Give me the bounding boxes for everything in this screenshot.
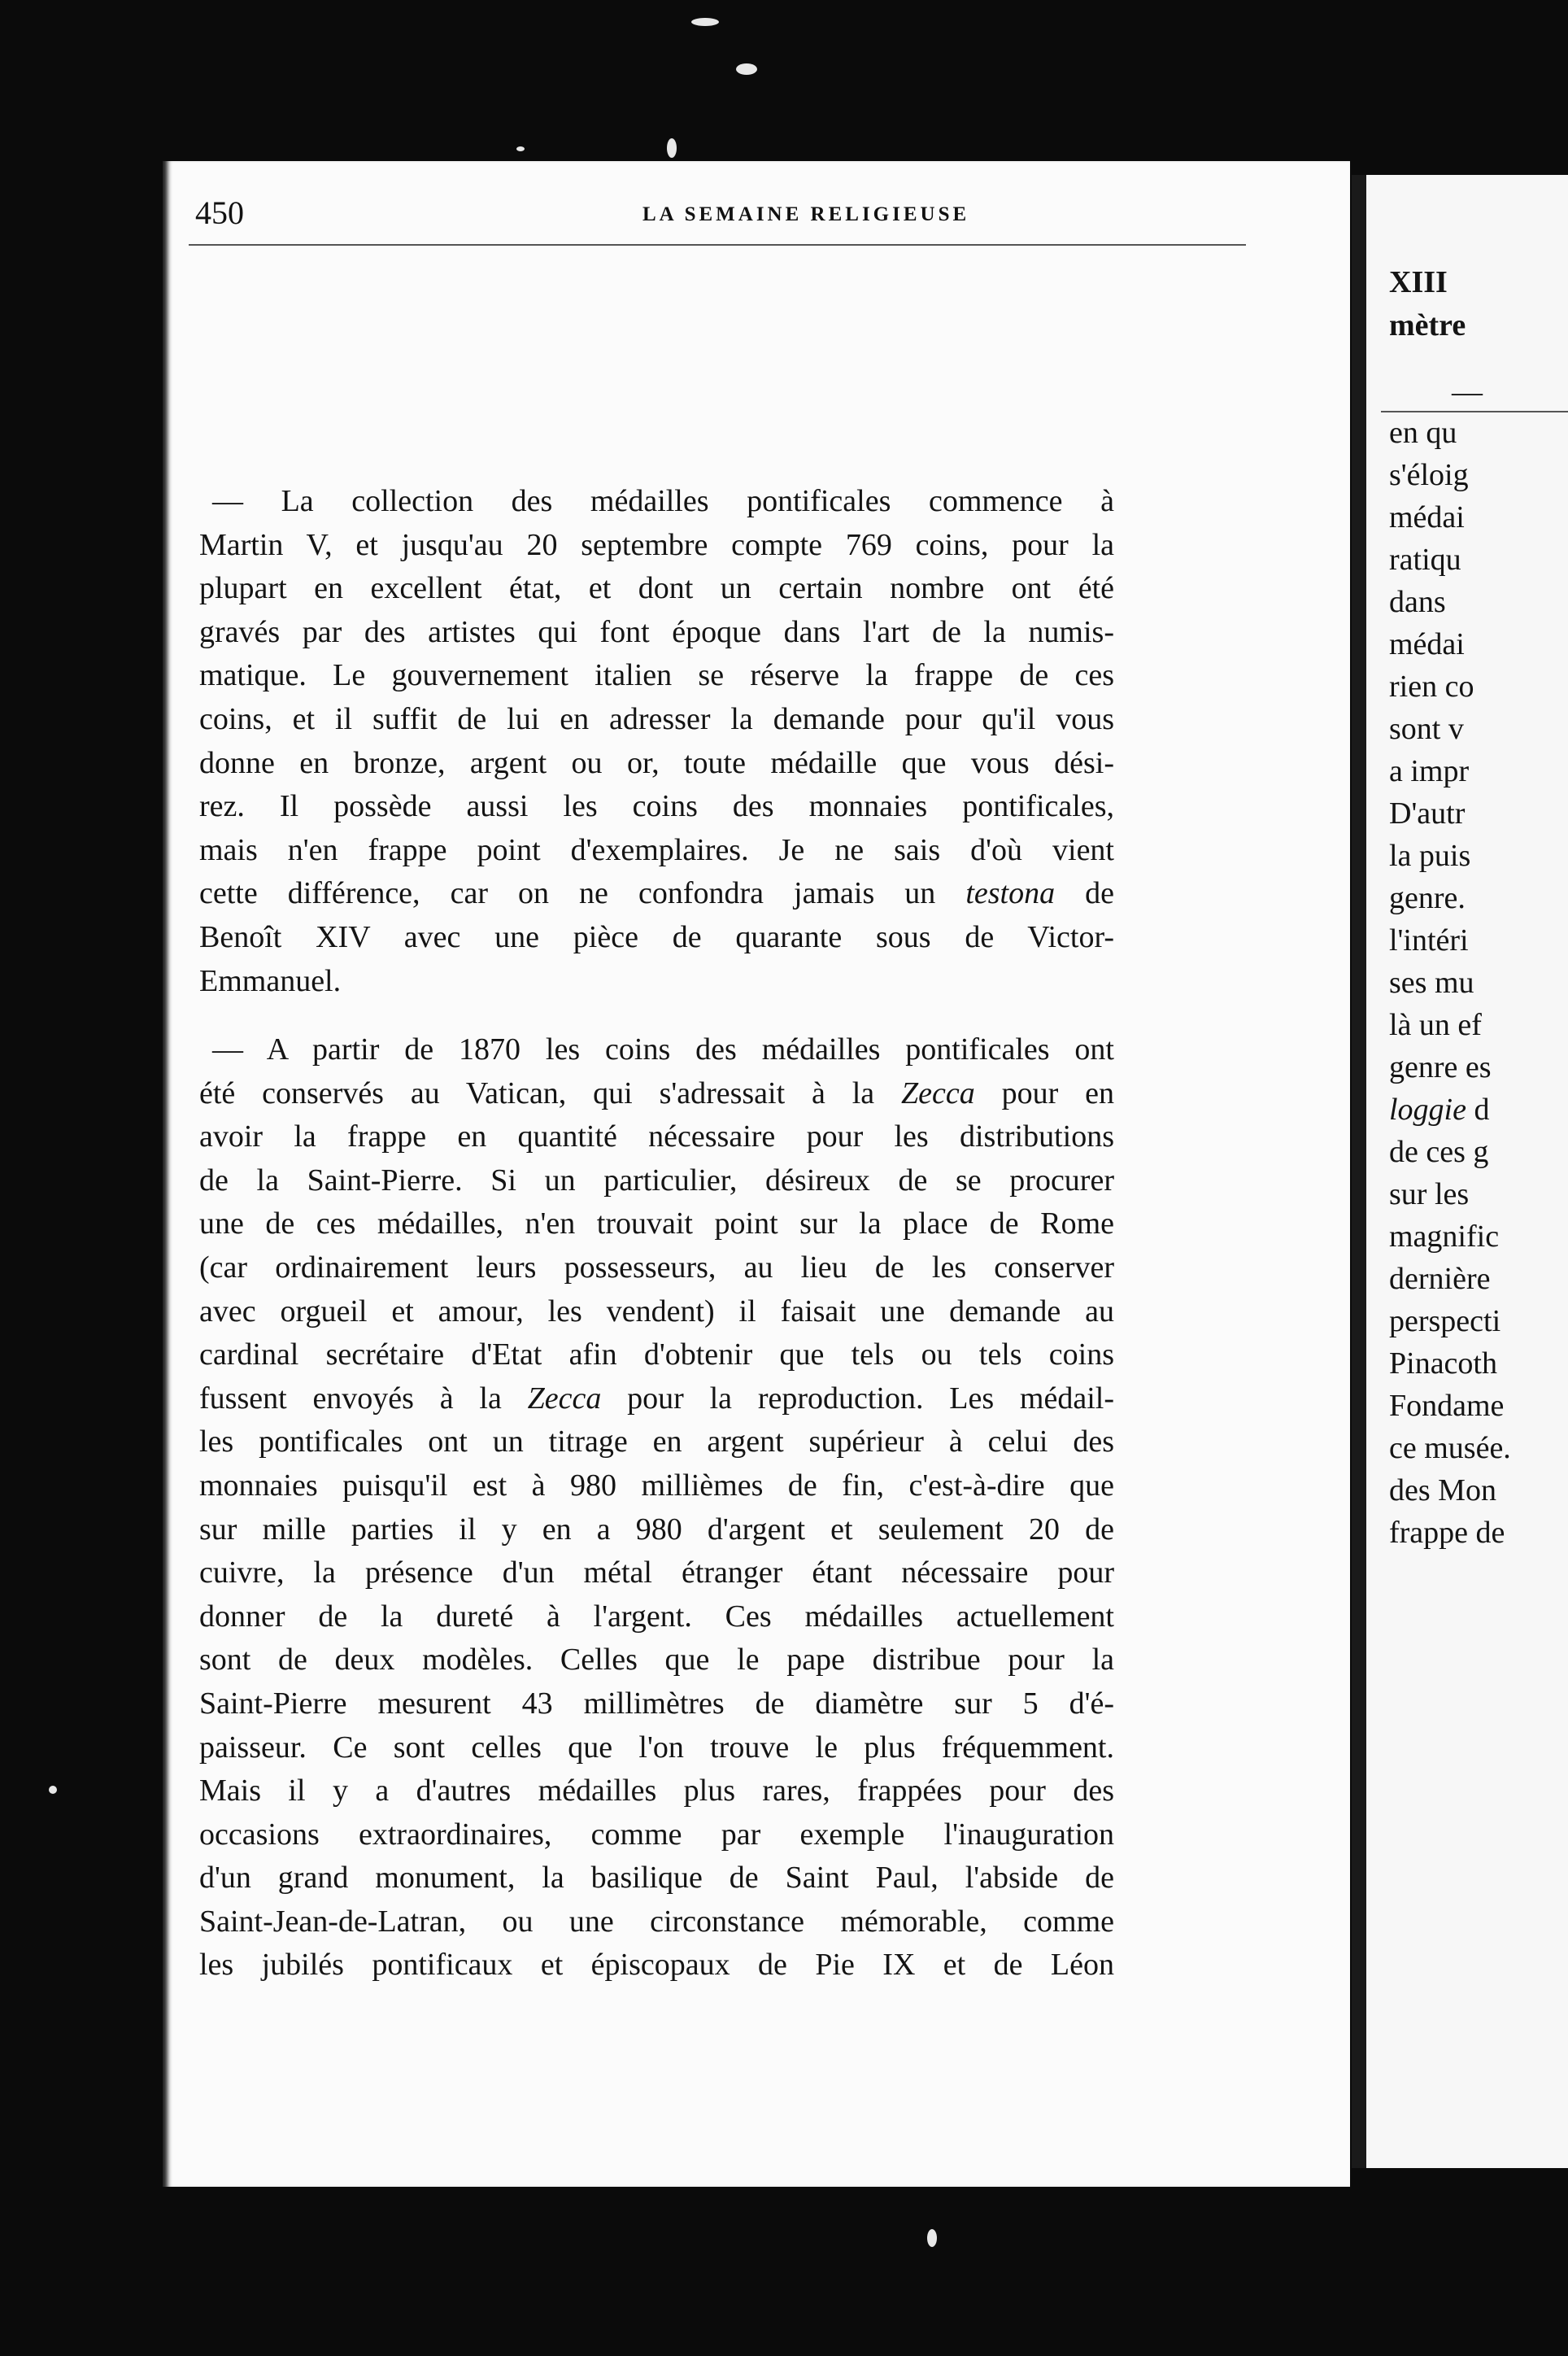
text-line: — La collection des médailles pontificales commence à <box>212 484 1114 518</box>
right-page-line: D'autr <box>1389 796 1466 831</box>
right-page-line: frappe de <box>1389 1516 1505 1550</box>
text-line: donne en bronze, argent ou or, toute médaille que vous dési- <box>199 745 1114 780</box>
right-page-line: ratiqu <box>1389 543 1461 577</box>
text-line: les pontificales ont un titrage en argent supérieur à celui des <box>199 1425 1114 1459</box>
text-line: (car ordinairement leurs possesseurs, au lieu de les conserver <box>199 1250 1114 1285</box>
text-line: une de ces médailles, n'en trouvait point sur la place de Rome <box>199 1206 1114 1241</box>
text-line: paisseur. Ce sont celles que l'on trouve le plus fréquemment. <box>199 1730 1114 1765</box>
right-page-line: des Mon <box>1389 1473 1496 1507</box>
dust-speck <box>49 1786 57 1794</box>
text-line: d'un grand monument, la basilique de Saint Paul, l'abside de <box>199 1861 1114 1896</box>
right-page-line: s'éloig <box>1389 458 1469 492</box>
text-line: Saint-Pierre mesurent 43 millimètres de diamètre sur 5 d'é- <box>199 1686 1114 1721</box>
right-page-line: dans <box>1389 585 1446 619</box>
dust-speck <box>927 2229 937 2247</box>
right-page-line: Fondame <box>1389 1389 1505 1423</box>
text-line: Emmanuel. <box>199 963 342 998</box>
text-line: Mais il y a d'autres médailles plus rares, frappées pour des <box>199 1774 1114 1808</box>
text-line: cette différence, car on ne confondra jamais un testona de <box>199 876 1114 911</box>
right-page-line: — <box>1452 375 1483 409</box>
header-rule <box>1381 411 1568 412</box>
text-line: de la Saint-Pierre. Si un particulier, désireux de se procurer <box>199 1163 1114 1198</box>
right-page-line: perspecti <box>1389 1304 1501 1338</box>
paragraph-1 <box>199 480 1114 1003</box>
right-page-line: médai <box>1389 627 1465 661</box>
text-line: Saint-Jean-de-Latran, ou une circonstance mémorable, comme <box>199 1904 1114 1939</box>
text-line: coins, et il suffit de lui en adresser la demande pour qu'il vous <box>199 701 1114 736</box>
right-page-line: sont v <box>1389 712 1464 746</box>
page-number: 450 <box>195 194 244 231</box>
text-line: avoir la frappe en quantité nécessaire pour les distributions <box>199 1119 1114 1154</box>
running-head: LA SEMAINE RELIGIEUSE <box>642 203 970 225</box>
text-line: avec orgueil et amour, les vendent) il faisait une demande au <box>199 1294 1114 1329</box>
text-line: mais n'en frappe point d'exemplaires. Je ne sais d'où vient <box>199 832 1114 867</box>
right-page-line: ses mu <box>1389 966 1474 1000</box>
dust-speck <box>516 146 525 151</box>
text-line: cuivre, la présence d'un métal étranger étant nécessaire pour <box>199 1555 1114 1590</box>
paragraph-2 <box>199 1028 1114 1987</box>
text-line: les jubilés pontificaux et épiscopaux de Pie IX et de Léon <box>199 1948 1114 1983</box>
right-page-line: ce musée. <box>1389 1431 1511 1465</box>
header-rule <box>189 244 1246 246</box>
right-page <box>1352 175 1568 2168</box>
right-page-line: sur les <box>1389 1177 1470 1211</box>
dust-speck <box>691 18 719 26</box>
right-page-line: l'intéri <box>1389 923 1469 958</box>
text-line: matique. Le gouvernement italien se réserve la frappe de ces <box>199 658 1114 693</box>
right-page-line: XIII <box>1389 265 1448 299</box>
right-page-line: de ces g <box>1389 1135 1489 1169</box>
text-line: rez. Il possède aussi les coins des monnaies pontificales, <box>199 789 1114 824</box>
text-line: — A partir de 1870 les coins des médailles pontificales ont <box>212 1032 1114 1067</box>
right-page-line: Pinacoth <box>1389 1346 1497 1381</box>
text-line: été conservés au Vatican, qui s'adressait à la Zecca pour en <box>199 1075 1114 1110</box>
text-line: Benoît XIV avec une pièce de quarante sous de Victor- <box>199 919 1114 954</box>
text-line: Martin V, et jusqu'au 20 septembre compte 769 coins, pour la <box>199 527 1114 562</box>
right-page-line: en qu <box>1389 416 1457 450</box>
text-line: sur mille parties il y en a 980 d'argent et seulement 20 de <box>199 1512 1114 1547</box>
right-page-line: mètre <box>1389 308 1466 342</box>
text-line: sont de deux modèles. Celles que le pape distribue pour la <box>199 1643 1114 1678</box>
italic-word: Zecca <box>901 1075 975 1110</box>
dust-speck <box>736 63 757 75</box>
text-line: cardinal secrétaire d'Etat afin d'obtenir que tels ou tels coins <box>199 1337 1114 1372</box>
right-page-line: a impr <box>1389 754 1470 788</box>
text-line: monnaies puisqu'il est à 980 millièmes de fin, c'est-à-dire que <box>199 1468 1114 1503</box>
right-page-line: magnific <box>1389 1219 1500 1254</box>
text-line: occasions extraordinaires, comme par exemple l'inauguration <box>199 1817 1114 1852</box>
italic-word: testona <box>965 876 1056 911</box>
text-line: gravés par des artistes qui font époque dans l'art de la numis- <box>199 614 1114 649</box>
italic-word: loggie <box>1389 1093 1466 1127</box>
right-page-line: genre es <box>1389 1050 1492 1084</box>
text-line: plupart en excellent état, et dont un certain nombre ont été <box>199 571 1114 606</box>
italic-word: Zecca <box>527 1381 602 1416</box>
right-page-line: loggie d <box>1389 1093 1490 1127</box>
right-page-line: là un ef <box>1389 1008 1482 1042</box>
right-page-line: rien co <box>1389 670 1474 704</box>
text-line: fussent envoyés à la Zecca pour la reproduction. Les médail- <box>199 1381 1114 1416</box>
right-page-line: la puis <box>1389 839 1471 873</box>
right-page-text <box>1366 175 1568 2168</box>
text-line: donner de la dureté à l'argent. Ces médailles actuellement <box>199 1599 1114 1634</box>
right-page-line: médai <box>1389 500 1465 534</box>
dust-speck <box>667 138 677 158</box>
right-page-line: dernière <box>1389 1262 1491 1296</box>
right-page-line: genre. <box>1389 881 1466 915</box>
